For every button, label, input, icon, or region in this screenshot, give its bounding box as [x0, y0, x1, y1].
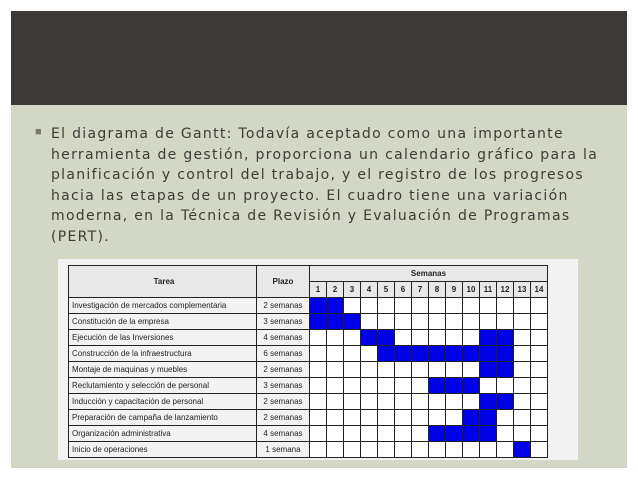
table-row [69, 346, 548, 362]
gantt-empty-cell [327, 426, 344, 442]
task-name-cell: Montaje de maquinas y muebles [69, 362, 257, 378]
gantt-table [68, 265, 548, 458]
week-number-header: 5 [378, 282, 395, 298]
gantt-bar-cell [480, 362, 497, 378]
gantt-empty-cell [514, 314, 531, 330]
gantt-bar-cell [327, 298, 344, 314]
gantt-empty-cell [463, 442, 480, 458]
gantt-empty-cell [514, 410, 531, 426]
gantt-bar-cell [463, 346, 480, 362]
slide [11, 11, 627, 468]
gantt-empty-cell [378, 314, 395, 330]
gantt-empty-cell [531, 346, 548, 362]
bullet-point [35, 124, 615, 247]
plazo-cell: 2 semanas [257, 362, 310, 378]
gantt-empty-cell [497, 410, 514, 426]
gantt-empty-cell [310, 426, 327, 442]
gantt-empty-cell [378, 378, 395, 394]
gantt-empty-cell [463, 362, 480, 378]
gantt-empty-cell [463, 330, 480, 346]
weeks-header: Semanas [310, 266, 548, 282]
gantt-empty-cell [395, 298, 412, 314]
week-number-header: 13 [514, 282, 531, 298]
gantt-empty-cell [446, 314, 463, 330]
gantt-empty-cell [412, 410, 429, 426]
gantt-empty-cell [429, 314, 446, 330]
gantt-empty-cell [310, 346, 327, 362]
table-row [69, 442, 548, 458]
gantt-empty-cell [395, 314, 412, 330]
gantt-empty-cell [480, 314, 497, 330]
gantt-empty-cell [361, 314, 378, 330]
table-row [69, 330, 548, 346]
task-name-cell: Ejecución de las Inversiones [69, 330, 257, 346]
gantt-empty-cell [361, 362, 378, 378]
gantt-empty-cell [344, 298, 361, 314]
gantt-bar-cell [378, 346, 395, 362]
gantt-bar-cell [497, 362, 514, 378]
gantt-empty-cell [395, 426, 412, 442]
week-number-header: 14 [531, 282, 548, 298]
gantt-empty-cell [310, 362, 327, 378]
gantt-empty-cell [327, 378, 344, 394]
week-number-header: 3 [344, 282, 361, 298]
plazo-cell: 2 semanas [257, 410, 310, 426]
gantt-empty-cell [531, 330, 548, 346]
gantt-empty-cell [412, 394, 429, 410]
plazo-column-header: Plazo [257, 266, 310, 298]
title-band [11, 11, 627, 105]
gantt-bar-cell [344, 314, 361, 330]
task-name-cell: Preparación de campaña de lanzamiento [69, 410, 257, 426]
task-name-cell: Construcción de la infraestructura [69, 346, 257, 362]
gantt-bar-cell [497, 330, 514, 346]
gantt-empty-cell [446, 330, 463, 346]
gantt-empty-cell [361, 410, 378, 426]
gantt-bar-cell [446, 378, 463, 394]
gantt-empty-cell [412, 442, 429, 458]
gantt-empty-cell [514, 378, 531, 394]
gantt-bar-cell [429, 426, 446, 442]
week-number-header: 8 [429, 282, 446, 298]
gantt-empty-cell [395, 410, 412, 426]
task-name-cell: Investigación de mercados complementaria [69, 298, 257, 314]
gantt-empty-cell [446, 410, 463, 426]
gantt-bar-cell [514, 442, 531, 458]
gantt-empty-cell [310, 378, 327, 394]
gantt-empty-cell [395, 442, 412, 458]
gantt-empty-cell [446, 298, 463, 314]
gantt-empty-cell [429, 298, 446, 314]
gantt-empty-cell [480, 378, 497, 394]
gantt-empty-cell [310, 410, 327, 426]
plazo-cell: 6 semanas [257, 346, 310, 362]
gantt-empty-cell [327, 410, 344, 426]
gantt-empty-cell [327, 346, 344, 362]
gantt-empty-cell [327, 330, 344, 346]
gantt-empty-cell [463, 314, 480, 330]
gantt-empty-cell [429, 410, 446, 426]
gantt-empty-cell [378, 298, 395, 314]
gantt-empty-cell [412, 330, 429, 346]
plazo-cell: 2 semanas [257, 298, 310, 314]
gantt-empty-cell [514, 298, 531, 314]
gantt-empty-cell [361, 426, 378, 442]
gantt-bar-cell [446, 346, 463, 362]
week-number-header: 4 [361, 282, 378, 298]
week-number-header: 7 [412, 282, 429, 298]
week-number-header: 1 [310, 282, 327, 298]
gantt-bar-cell [412, 346, 429, 362]
gantt-empty-cell [361, 378, 378, 394]
gantt-empty-cell [378, 426, 395, 442]
gantt-bar-cell [429, 378, 446, 394]
gantt-empty-cell [446, 394, 463, 410]
gantt-empty-cell [344, 442, 361, 458]
gantt-empty-cell [531, 410, 548, 426]
gantt-empty-cell [412, 426, 429, 442]
gantt-empty-cell [378, 410, 395, 426]
table-row [69, 394, 548, 410]
gantt-empty-cell [497, 314, 514, 330]
gantt-empty-cell [531, 298, 548, 314]
plazo-cell: 4 semanas [257, 426, 310, 442]
gantt-header-row [69, 266, 548, 282]
gantt-empty-cell [429, 362, 446, 378]
gantt-bar-cell [480, 330, 497, 346]
gantt-empty-cell [327, 442, 344, 458]
gantt-empty-cell [361, 346, 378, 362]
table-row [69, 362, 548, 378]
gantt-empty-cell [531, 314, 548, 330]
gantt-empty-cell [429, 330, 446, 346]
gantt-empty-cell [446, 362, 463, 378]
task-name-cell: Constitución de la empresa [69, 314, 257, 330]
gantt-bar-cell [361, 330, 378, 346]
table-row [69, 426, 548, 442]
week-number-header: 6 [395, 282, 412, 298]
table-row [69, 410, 548, 426]
gantt-empty-cell [395, 362, 412, 378]
gantt-empty-cell [531, 426, 548, 442]
gantt-empty-cell [514, 394, 531, 410]
task-column-header: Tarea [69, 266, 257, 298]
week-number-header: 2 [327, 282, 344, 298]
gantt-empty-cell [395, 394, 412, 410]
gantt-bar-cell [480, 410, 497, 426]
gantt-bar-cell [480, 394, 497, 410]
gantt-empty-cell [310, 394, 327, 410]
gantt-bar-cell [310, 314, 327, 330]
gantt-empty-cell [497, 298, 514, 314]
gantt-empty-cell [344, 410, 361, 426]
gantt-empty-cell [361, 394, 378, 410]
gantt-bar-cell [310, 298, 327, 314]
gantt-empty-cell [344, 426, 361, 442]
gantt-bar-cell [463, 378, 480, 394]
gantt-empty-cell [514, 362, 531, 378]
square-bullet-icon: ■ [35, 126, 42, 138]
gantt-empty-cell [429, 442, 446, 458]
gantt-empty-cell [514, 330, 531, 346]
gantt-empty-cell [361, 442, 378, 458]
gantt-bar-cell [497, 346, 514, 362]
gantt-bar-cell [480, 426, 497, 442]
gantt-empty-cell [531, 442, 548, 458]
gantt-empty-cell [395, 378, 412, 394]
gantt-bar-cell [463, 410, 480, 426]
week-number-header: 9 [446, 282, 463, 298]
gantt-empty-cell [344, 394, 361, 410]
plazo-cell: 3 semanas [257, 314, 310, 330]
gantt-empty-cell [395, 330, 412, 346]
gantt-empty-cell [463, 298, 480, 314]
gantt-empty-cell [497, 442, 514, 458]
table-row [69, 298, 548, 314]
gantt-empty-cell [412, 378, 429, 394]
gantt-empty-cell [344, 346, 361, 362]
gantt-body [69, 298, 548, 458]
gantt-empty-cell [531, 394, 548, 410]
gantt-empty-cell [514, 346, 531, 362]
gantt-bar-cell [480, 346, 497, 362]
gantt-bar-cell [378, 330, 395, 346]
table-row [69, 378, 548, 394]
gantt-empty-cell [327, 362, 344, 378]
gantt-empty-cell [310, 330, 327, 346]
gantt-empty-cell [446, 442, 463, 458]
gantt-bar-cell [429, 346, 446, 362]
gantt-empty-cell [480, 298, 497, 314]
task-name-cell: Inducción y capacitación de personal [69, 394, 257, 410]
task-name-cell: Organización administrativa [69, 426, 257, 442]
gantt-bar-cell [327, 314, 344, 330]
gantt-empty-cell [514, 426, 531, 442]
gantt-bar-cell [446, 426, 463, 442]
gantt-empty-cell [378, 442, 395, 458]
gantt-empty-cell [463, 394, 480, 410]
gantt-bar-cell [497, 394, 514, 410]
gantt-empty-cell [310, 442, 327, 458]
task-name-cell: Inicio de operaciones [69, 442, 257, 458]
gantt-empty-cell [412, 314, 429, 330]
gantt-empty-cell [344, 378, 361, 394]
gantt-empty-cell [412, 362, 429, 378]
gantt-empty-cell [531, 362, 548, 378]
gantt-bar-cell [463, 426, 480, 442]
gantt-empty-cell [378, 394, 395, 410]
gantt-empty-cell [378, 362, 395, 378]
gantt-empty-cell [497, 378, 514, 394]
gantt-empty-cell [361, 298, 378, 314]
week-number-header: 12 [497, 282, 514, 298]
gantt-empty-cell [412, 298, 429, 314]
gantt-chart-image [58, 259, 578, 460]
gantt-empty-cell [531, 378, 548, 394]
plazo-cell: 1 semana [257, 442, 310, 458]
gantt-empty-cell [344, 330, 361, 346]
gantt-empty-cell [327, 394, 344, 410]
gantt-empty-cell [344, 362, 361, 378]
gantt-empty-cell [497, 426, 514, 442]
plazo-cell: 4 semanas [257, 330, 310, 346]
plazo-cell: 3 semanas [257, 378, 310, 394]
gantt-empty-cell [429, 394, 446, 410]
week-number-header: 11 [480, 282, 497, 298]
bullet-text: El diagrama de Gantt: Todavía aceptado como una importante herramienta de gestión, proporciona un calendario gráfico para la planificación y control del trabajo, y el registro de los progresos hacia las etapas de un proyecto. El cuadro tiene una variación moderna, en la Técnica de Revisión y Evaluación de Programas (PERT). [51, 126, 599, 245]
week-number-header: 10 [463, 282, 480, 298]
table-row [69, 314, 548, 330]
gantt-bar-cell [395, 346, 412, 362]
gantt-empty-cell [480, 442, 497, 458]
task-name-cell: Reclutamiento y selección de personal [69, 378, 257, 394]
plazo-cell: 2 semanas [257, 394, 310, 410]
